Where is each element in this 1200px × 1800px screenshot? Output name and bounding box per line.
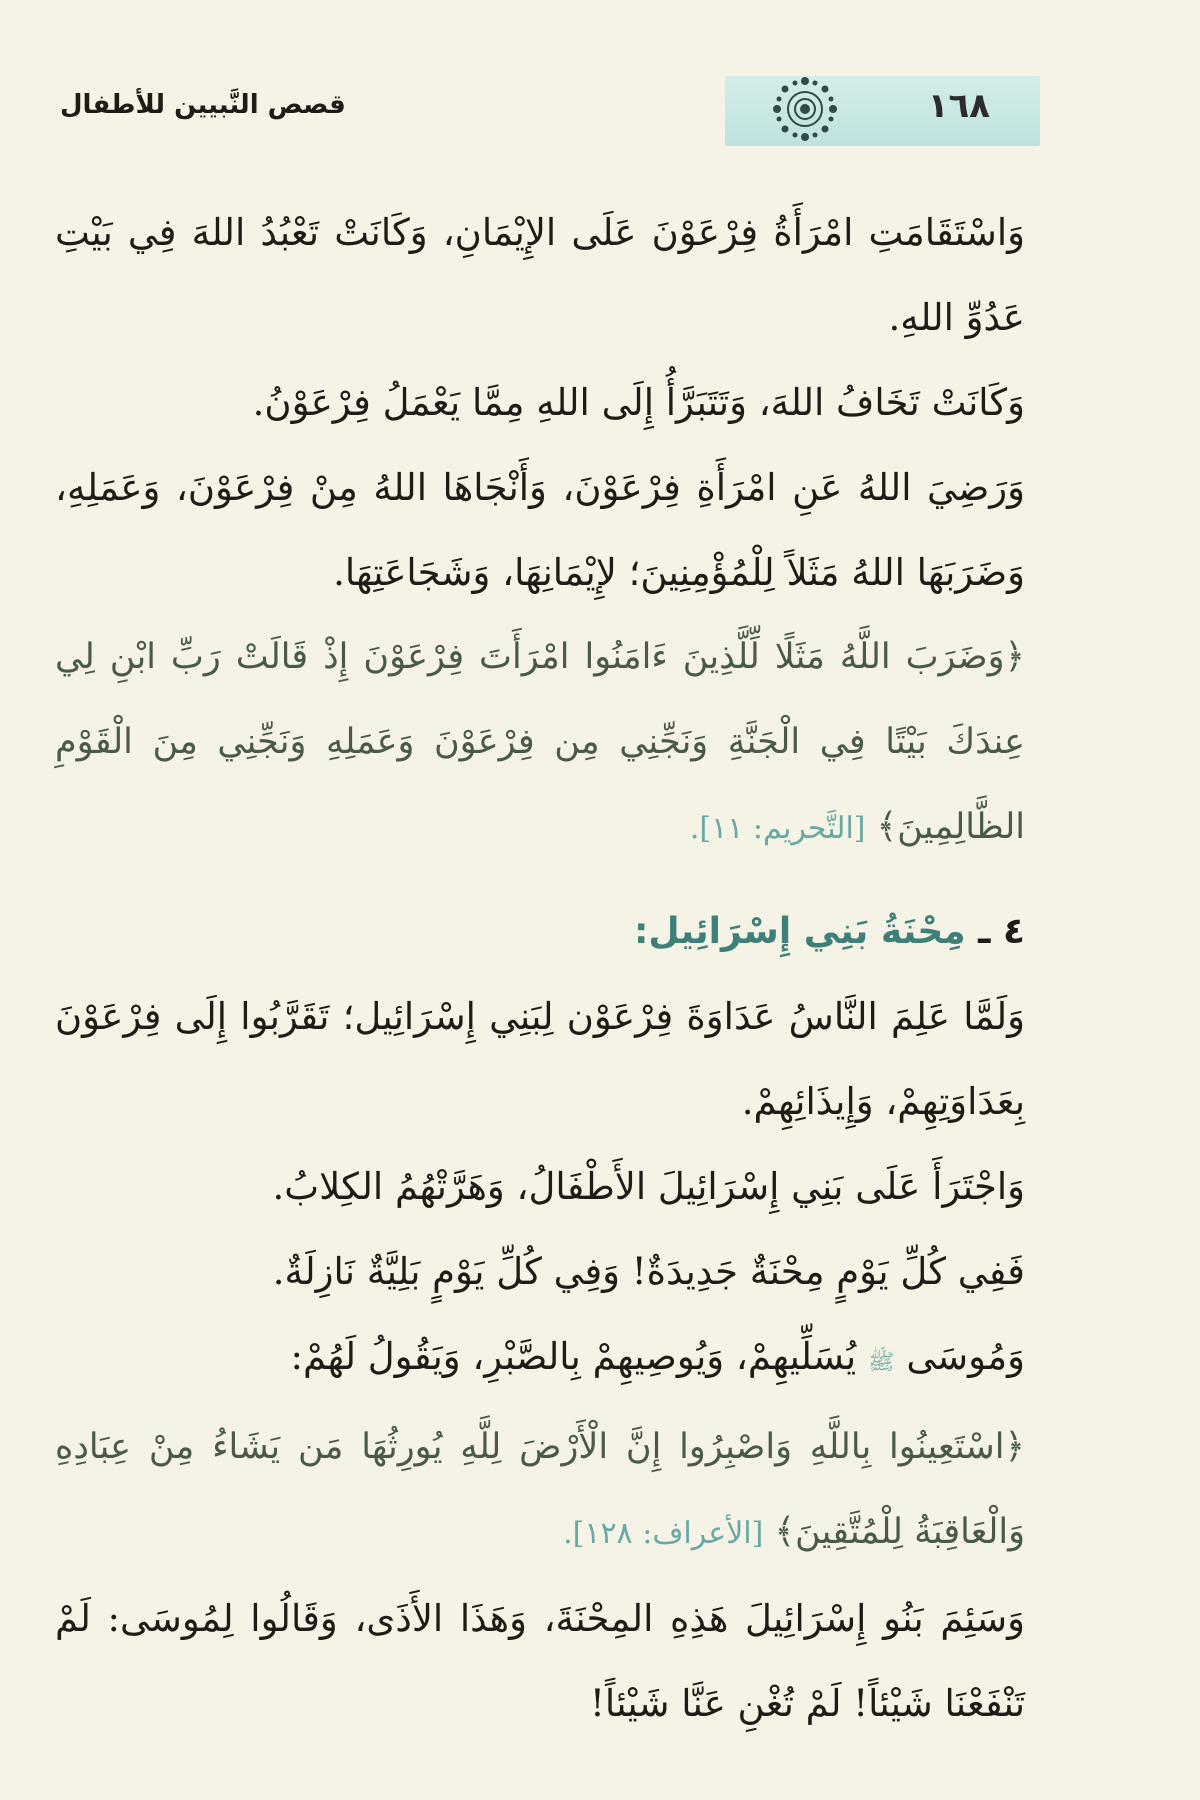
paragraph-7-start: وَمُوسَى (906, 1335, 1025, 1378)
paragraph-6: فَفِي كُلِّ يَوْمٍ مِحْنَةٌ جَدِيدَةٌ! وَفِي كُلِّ يَوْمٍ بَلِيَّةٌ نَازِلَةٌ. (272, 1250, 1025, 1293)
rosette-ornament-icon (760, 64, 850, 154)
paragraph-2: وَكَانَتْ تَخَافُ اللهَ، وَتَتَبَرَّأُ إِلَى اللهِ مِمَّا يَعْمَلُ فِرْعَوْنُ. (252, 381, 1025, 424)
paragraph-8: وَسَئِمَ بَنُو إِسْرَائِيلَ هَذِهِ المِحْنَةَ، وَهَذَا الأَذَى، وَقَالُوا لِمُوسَى: لَمْ تَنْفَعْنَا شَيْئاً! لَمْ تُغْنِ عَنَّا شَيْئاً! (55, 1597, 1025, 1725)
quran-verse-2 (55, 1405, 1025, 1576)
paragraph-1: وَاسْتَقَامَتِ امْرَأَةُ فِرْعَوْنَ عَلَى الإِيْمَانِ، وَكَانَتْ تَعْبُدُ اللهَ فِي بَيْتِ عَدُوِّ اللهِ. (55, 211, 1025, 339)
blessing-symbol: ﷺ (868, 1350, 895, 1375)
page-header (40, 68, 1040, 168)
section-heading (55, 889, 1025, 974)
quran-verse-1 (55, 615, 1025, 871)
page-body (55, 190, 1025, 1746)
verse-1-citation: [التَّحريم: ١١]. (689, 811, 866, 846)
verse-2-citation: [الأعراف: ١٢٨]. (563, 1516, 764, 1551)
section-number: ٤ ـ (978, 911, 1025, 952)
paragraph-7 (55, 1314, 1025, 1405)
paragraph-3: وَرَضِيَ اللهُ عَنِ امْرَأَةِ فِرْعَوْنَ، وَأَنْجَاهَا اللهُ مِنْ فِرْعَوْنَ، وَعَمَلِهِ، وَضَرَبَهَا اللهُ مَثَلاً لِلْمُؤْمِنِينَ؛ لإِيْمَانِهَا، وَشَجَاعَتِهَا. (55, 466, 1025, 594)
paragraph-5: وَاجْتَرَأَ عَلَى بَنِي إِسْرَائِيلَ الأَطْفَالُ، وَهَرَّتْهُمُ الكِلابُ. (272, 1165, 1025, 1208)
verse-2-text: ﴿اسْتَعِينُوا بِاللَّهِ وَاصْبِرُوا إِنَّ الْأَرْضَ لِلَّهِ يُورِثُهَا مَن يَشَاءُ مِنْ عِبَادِهِ وَالْعَاقِبَةُ لِلْمُتَّقِينَ﴾ (55, 1427, 1025, 1552)
book-title: قصص النَّبيين للأطفال (60, 90, 346, 120)
paragraph-7-end: يُسَلِّيهِمْ، وَيُوصِيهِمْ بِالصَّبْرِ، وَيَقُولُ لَهُمْ: (290, 1335, 857, 1378)
page-number: ١٦٨ (927, 86, 990, 126)
paragraph-4: وَلَمَّا عَلِمَ النَّاسُ عَدَاوَةَ فِرْعَوْن لِبَنِي إِسْرَائِيل؛ تَقَرَّبُوا إِلَى فِرْعَوْنَ بِعَدَاوَتِهِمْ، وَإِيذَائِهِمْ. (55, 995, 1025, 1123)
verse-1-text: ﴿وَضَرَبَ اللَّهُ مَثَلًا لِّلَّذِينَ ءَامَنُوا امْرَأَتَ فِرْعَوْنَ إِذْ قَالَتْ رَبِّ ابْنِ لِي عِندَكَ بَيْتًا فِي الْجَنَّةِ وَنَجِّنِي مِن فِرْعَوْنَ وَعَمَلِهِ وَنَجِّنِي مِنَ الْقَوْمِ الظَّالِمِينَ﴾ (55, 637, 1025, 847)
section-title: مِحْنَةُ بَنِي إِسْرَائِيل: (633, 911, 966, 952)
